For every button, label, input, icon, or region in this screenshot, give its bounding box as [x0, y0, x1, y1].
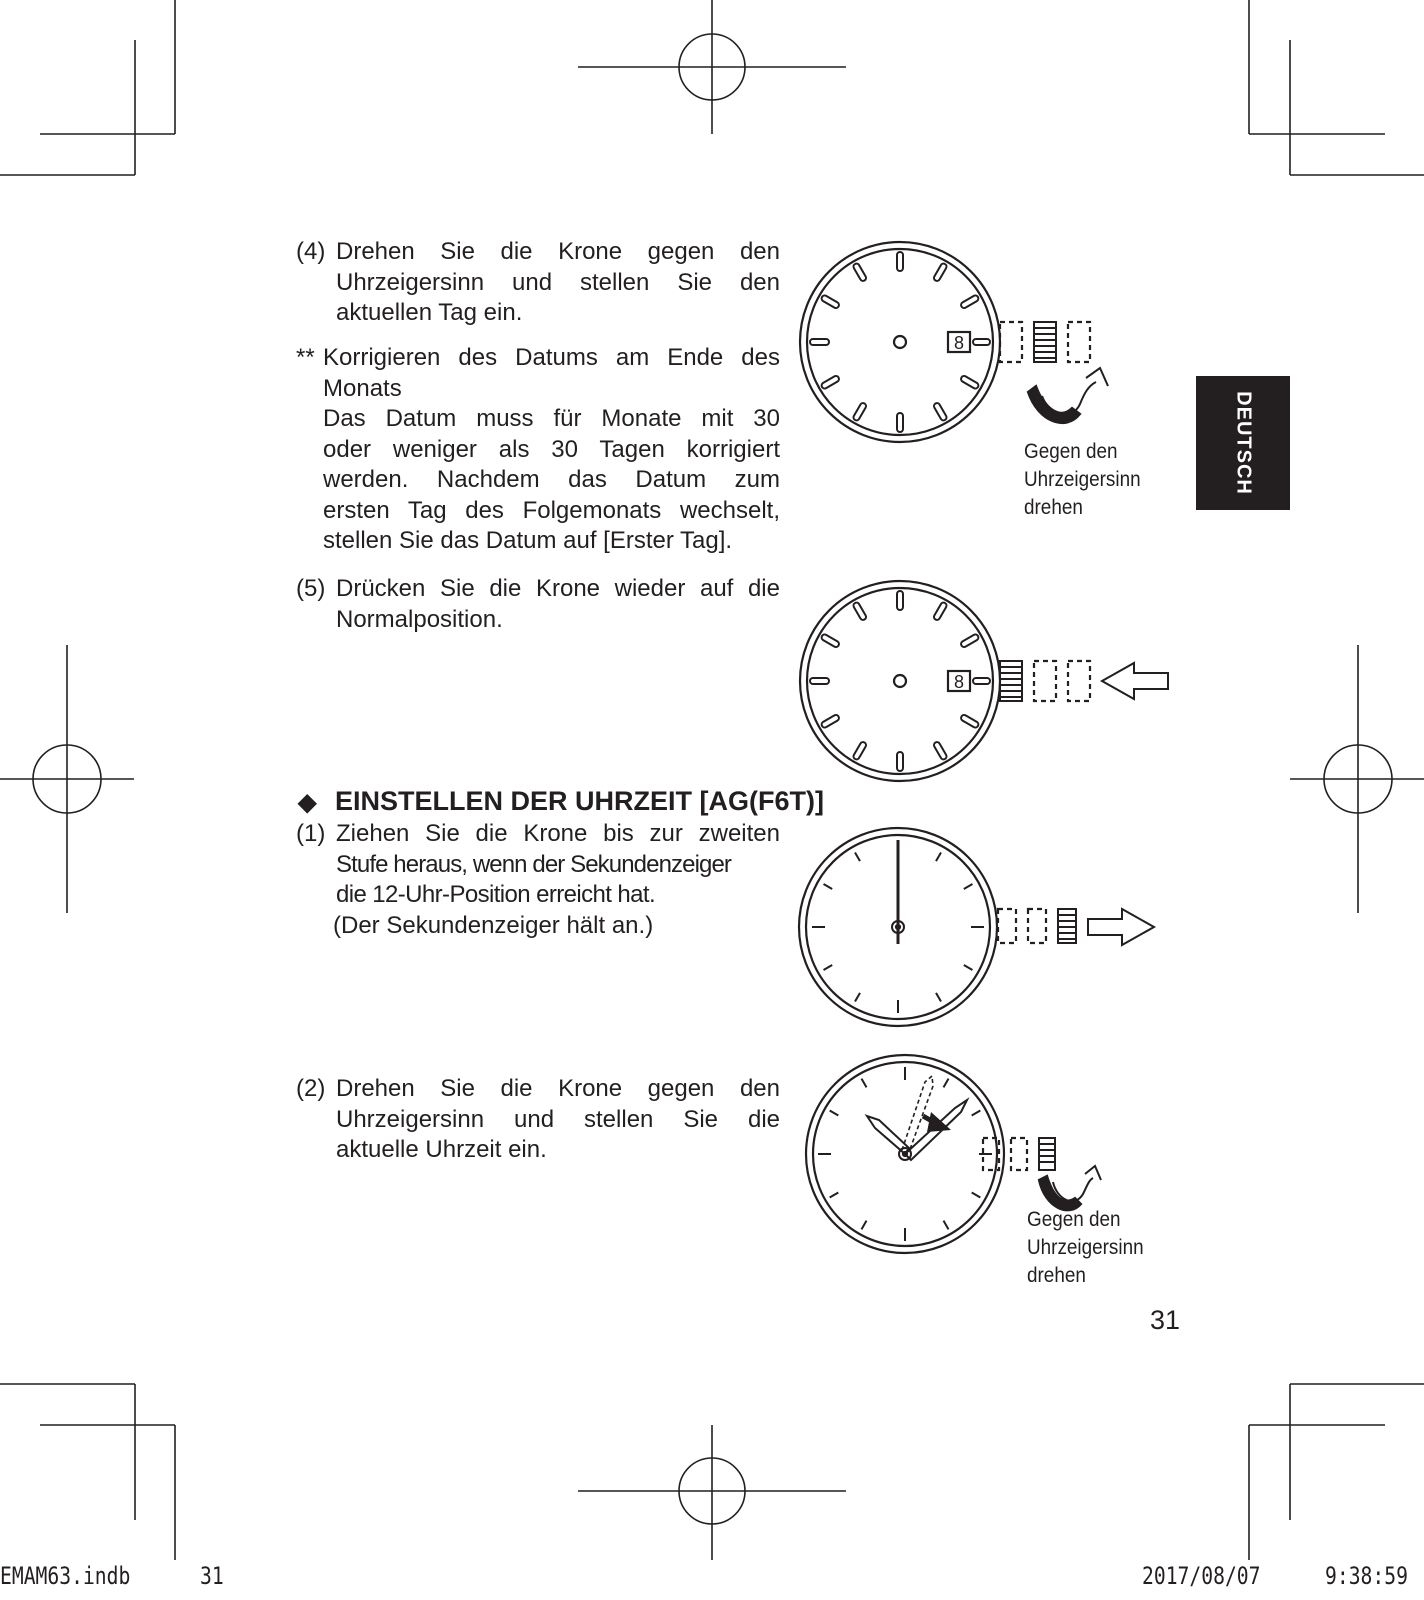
step-4-line: aktuellen Tag ein.: [336, 299, 523, 326]
set-step-2-line: Drehen Sie die Krone gegen den: [336, 1075, 780, 1102]
set-step-2-line: Uhrzeigersinn und stellen Sie die: [336, 1105, 780, 1133]
watch-dial: [807, 249, 993, 435]
figure-date-setting: [790, 236, 1170, 448]
set-step-2-number: (2): [296, 1075, 326, 1102]
slug-file: EMAM63.indb: [0, 1562, 131, 1590]
rotate-label-line: drehen: [1024, 496, 1083, 519]
push-arrow-icon: [1102, 663, 1168, 699]
set-step-1-number: (1): [296, 820, 326, 847]
note-body-line: ersten Tag des Folgemonats wechselt,: [323, 496, 780, 524]
crown-position-1: [1000, 322, 1022, 362]
pull-arrow-icon: [1088, 909, 1154, 945]
step-5-line: Drücken Sie die Krone wieder auf die: [336, 575, 780, 602]
crown-active: [1034, 322, 1056, 362]
date-correction-note: [296, 343, 780, 557]
rotate-label-line: Uhrzeigersinn: [1027, 1236, 1144, 1259]
note-marker: **: [296, 344, 315, 371]
date-window-digit-2: 8: [953, 672, 965, 692]
step-5: [296, 574, 780, 635]
rotate-label-1: [1024, 438, 1141, 522]
step-4-line: Drehen Sie die Krone gegen den: [336, 238, 780, 265]
diamond-bullet-icon: ◆: [298, 789, 317, 816]
slug-time: 9:38:59: [1325, 1562, 1408, 1590]
step-4: [296, 237, 780, 329]
rotate-label-2: [1027, 1206, 1144, 1290]
figure-crown-pull: [790, 826, 1170, 1028]
set-time-step-1: [296, 819, 780, 941]
date-window-digit: 8: [953, 333, 965, 353]
slug-date: 2017/08/07: [1142, 1562, 1261, 1590]
set-step-1-line: Ziehen Sie die Krone bis zur zweiten: [336, 820, 780, 847]
note-body-line: werden. Nachdem das Datum zum: [323, 466, 780, 493]
set-step-1-line: Stufe heraus, wenn der Sekundenzeiger: [336, 850, 731, 878]
step-4-line: Uhrzeigersinn und stellen Sie den: [336, 268, 780, 296]
rotate-arrow-solid: [1028, 386, 1080, 423]
language-tab-label: DEUTSCH: [1232, 391, 1255, 495]
language-tab: [1196, 376, 1290, 510]
rotate-label-line: drehen: [1027, 1264, 1086, 1287]
rotate-label-line: Uhrzeigersinn: [1024, 468, 1141, 491]
step-5-line: Normalposition.: [336, 605, 503, 633]
figure-crown-push: [790, 575, 1180, 787]
set-step-1-line: (Der Sekundenzeiger hält an.): [333, 911, 654, 939]
step-5-number: (5): [296, 575, 326, 602]
note-body-line: stellen Sie das Datum auf [Erster Tag].: [323, 527, 733, 554]
center-pin: [894, 336, 906, 348]
page-number: 31: [1150, 1305, 1181, 1335]
crown-position-3: [1068, 322, 1090, 362]
slug-file-page: 31: [200, 1562, 224, 1590]
set-step-2-line: aktuelle Uhrzeit ein.: [336, 1136, 547, 1163]
rotate-label-line: Gegen den: [1024, 440, 1118, 463]
crown-pulled: [1058, 909, 1076, 943]
step-4-number: (4): [296, 238, 326, 265]
rotate-label-line: Gegen den: [1027, 1208, 1121, 1231]
set-time-step-2: [296, 1074, 780, 1166]
note-title-line: Korrigieren des Datums am Ende des: [323, 344, 780, 371]
section-heading: [298, 786, 824, 817]
section-heading-text: EINSTELLEN DER UHRZEIT [AG(F6T)]: [335, 786, 824, 816]
set-step-1-line: die 12-Uhr-Position erreicht hat.: [336, 881, 656, 908]
note-title-line: Monats: [323, 374, 402, 402]
note-body-line: Das Datum muss für Monate mit 30: [323, 405, 780, 432]
minute-hand-previous: [902, 1076, 933, 1152]
note-body-line: oder weniger als 30 Tagen korrigiert: [323, 435, 780, 463]
